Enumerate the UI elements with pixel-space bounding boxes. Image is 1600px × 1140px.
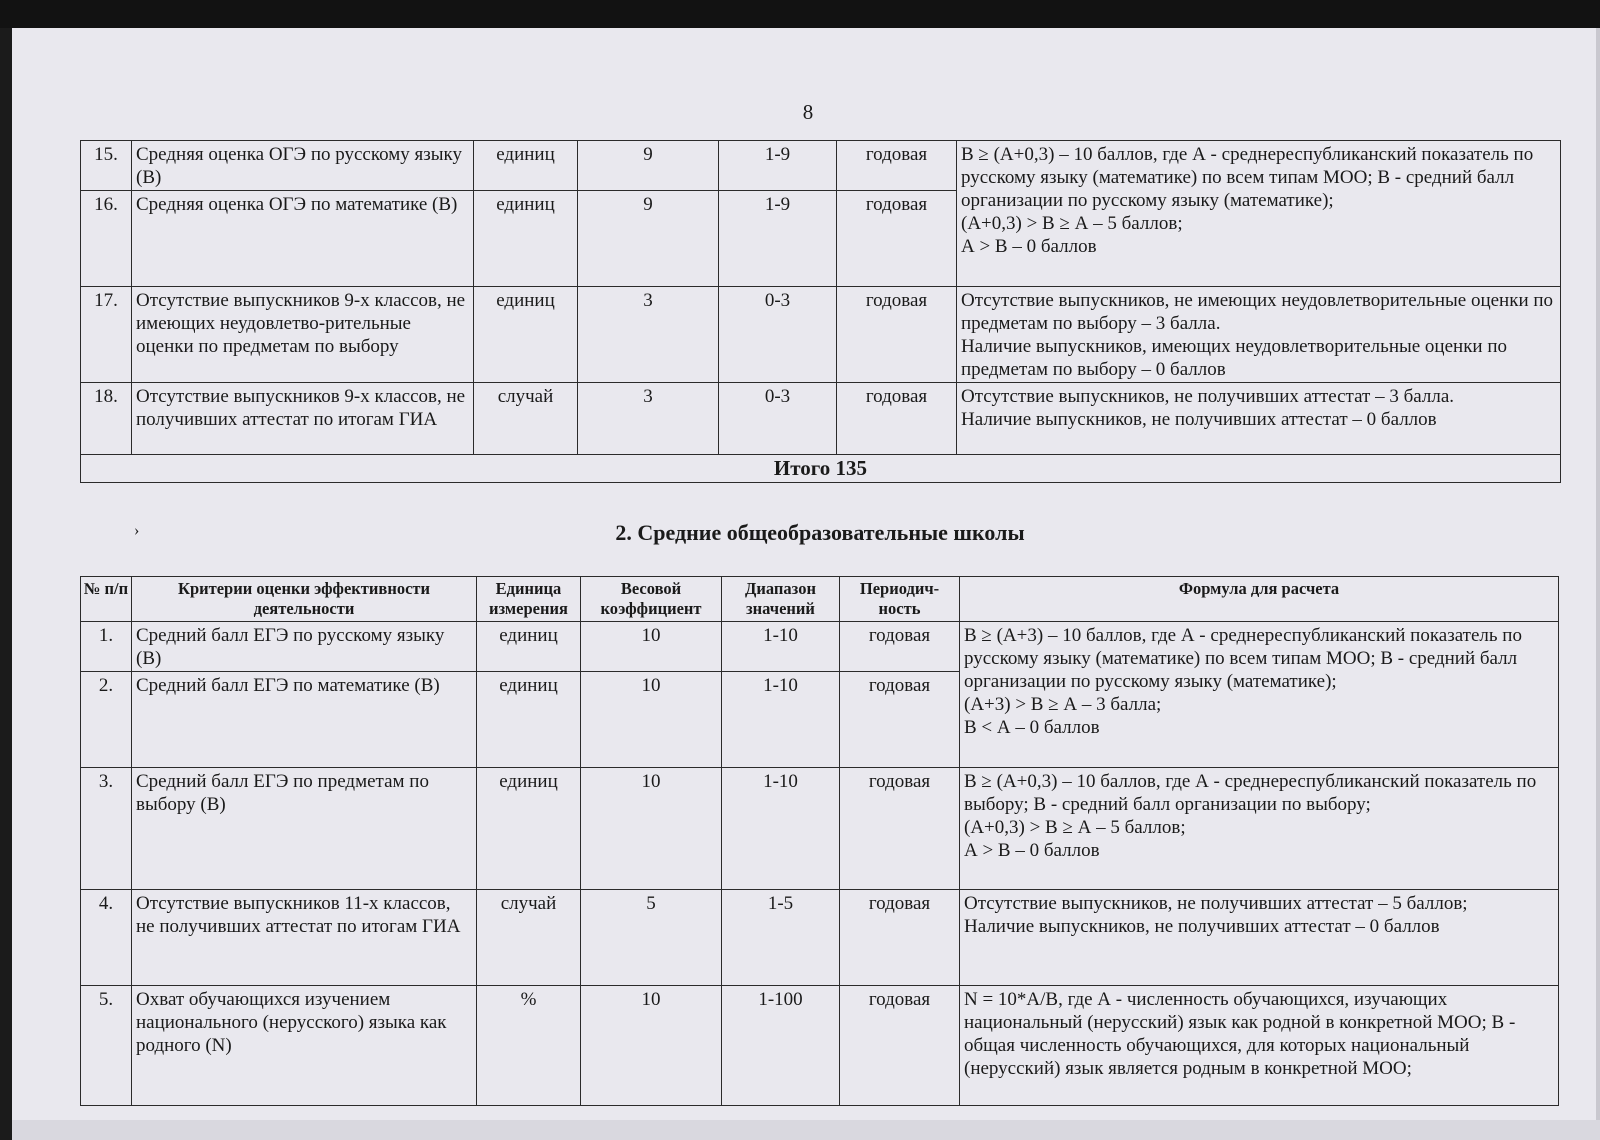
table-row [81, 383, 1561, 455]
weight-cell: 10 [581, 986, 722, 1106]
range-cell: 0-3 [719, 287, 837, 383]
section-title: 2. Средние общеобразовательные школы [615, 520, 1025, 545]
header-row [81, 577, 1559, 622]
formula-line: (А+3) > В ≥ А – 3 балла; [964, 694, 1162, 715]
formula-line: В ≥ (А+0,3) – 10 баллов, где А - среднереспубликанский показатель по русскому языку (математике) по всем типам МОО; В - средний балл организации по русскому языку (математике); [961, 144, 1534, 211]
criterion-cell: Средняя оценка ОГЭ по математике (В) [132, 191, 474, 287]
scan-top-border [0, 0, 1600, 28]
range-cell: 1-5 [722, 890, 840, 986]
criteria-table-secondary-schools [80, 576, 1559, 1106]
unit-cell: единиц [474, 287, 578, 383]
table-row [81, 141, 1561, 191]
row-number: 3. [81, 768, 132, 890]
formula-line: Наличие выпускников, не получивших аттестат – 0 баллов [961, 409, 1437, 430]
header-period: Периодич-ность [840, 577, 960, 622]
formula-cell [960, 890, 1559, 986]
formula-cell [960, 622, 1559, 768]
table-row [81, 890, 1559, 986]
row-number: 5. [81, 986, 132, 1106]
formula-cell [957, 141, 1561, 287]
range-cell: 0-3 [719, 383, 837, 455]
unit-cell: единиц [474, 141, 578, 191]
formula-line: В < А – 0 баллов [964, 717, 1100, 738]
row-number: 4. [81, 890, 132, 986]
formula-line: Отсутствие выпускников, не имеющих неудовлетворительные оценки по предметам по выбору – 3 балла. [961, 290, 1554, 334]
criterion-cell: Средний балл ЕГЭ по предметам по выбору (В) [132, 768, 477, 890]
criteria-table-continued [80, 140, 1561, 483]
period-cell: годовая [840, 622, 960, 672]
formula-cell [960, 986, 1559, 1106]
period-cell: годовая [840, 768, 960, 890]
range-cell: 1-9 [719, 141, 837, 191]
range-cell: 1-100 [722, 986, 840, 1106]
period-cell: годовая [837, 287, 957, 383]
unit-cell: случай [477, 890, 581, 986]
header-num: № п/п [81, 577, 132, 622]
row-number: 17. [81, 287, 132, 383]
formula-line: Наличие выпускников, не получивших аттестат – 0 баллов [964, 916, 1440, 937]
row-number: 2. [81, 672, 132, 768]
unit-cell: единиц [477, 622, 581, 672]
period-cell: годовая [837, 191, 957, 287]
formula-line: В ≥ (А+0,3) – 10 баллов, где А - среднереспубликанский показатель по выбору; В - средний балл организации по выбору; [964, 771, 1537, 815]
stray-mark: › [134, 522, 140, 539]
scan-bottom-edge [12, 1120, 1600, 1140]
header-formula: Формула для расчета [960, 577, 1559, 622]
period-cell: годовая [840, 672, 960, 768]
weight-cell: 9 [578, 191, 719, 287]
formula-line: N = 10*А/В, где А - численность обучающихся, изучающих национальный (нерусский) язык как родной в конкретной МОО; В - общая численность обучающихся, для которых национальный (нерусский) язык является родным в конкретной МОО; [964, 989, 1516, 1079]
formula-cell [957, 383, 1561, 455]
table-row [81, 986, 1559, 1106]
scan-left-border [0, 28, 12, 1140]
range-cell: 1-9 [719, 191, 837, 287]
table-row [81, 768, 1559, 890]
unit-cell: случай [474, 383, 578, 455]
criterion-cell: Средний балл ЕГЭ по математике (В) [132, 672, 477, 768]
weight-cell: 3 [578, 287, 719, 383]
period-cell: годовая [837, 383, 957, 455]
period-cell: годовая [837, 141, 957, 191]
table-row [81, 287, 1561, 383]
formula-line: (А+0,3) > В ≥ А – 5 баллов; [961, 213, 1183, 234]
table-row [81, 622, 1559, 672]
row-number: 16. [81, 191, 132, 287]
range-cell: 1-10 [722, 672, 840, 768]
formula-line: А > В – 0 баллов [961, 236, 1097, 257]
formula-line: А > В – 0 баллов [964, 840, 1100, 861]
header-criterion: Критерии оценки эффективности деятельности [132, 577, 477, 622]
criterion-cell: Отсутствие выпускников 9-х классов, не получивших аттестат по итогам ГИА [132, 383, 474, 455]
weight-cell: 10 [581, 622, 722, 672]
criterion-cell: Средняя оценка ОГЭ по русскому языку (В) [132, 141, 474, 191]
criterion-cell: Отсутствие выпускников 9-х классов, не имеющих неудовлетво-рительные оценки по предметам по выбору [132, 287, 474, 383]
row-number: 15. [81, 141, 132, 191]
formula-line: Отсутствие выпускников, не получивших аттестат – 5 баллов; [964, 893, 1468, 914]
range-cell: 1-10 [722, 768, 840, 890]
unit-cell: единиц [477, 672, 581, 768]
header-unit: Единица измерения [477, 577, 581, 622]
weight-cell: 9 [578, 141, 719, 191]
total-label: Итого 135 [81, 455, 1561, 483]
weight-cell: 3 [578, 383, 719, 455]
formula-line: (А+0,3) > В ≥ А – 5 баллов; [964, 817, 1186, 838]
formula-cell [957, 287, 1561, 383]
weight-cell: 10 [581, 672, 722, 768]
weight-cell: 10 [581, 768, 722, 890]
header-weight: Весовой коэффициент [581, 577, 722, 622]
period-cell: годовая [840, 986, 960, 1106]
scan-right-edge [1596, 28, 1600, 1140]
total-row [81, 455, 1561, 483]
weight-cell: 5 [581, 890, 722, 986]
row-number: 18. [81, 383, 132, 455]
header-range: Диапазон значений [722, 577, 840, 622]
unit-cell: % [477, 986, 581, 1106]
range-cell: 1-10 [722, 622, 840, 672]
formula-line: Наличие выпускников, имеющих неудовлетворительные оценки по предметам по выбору – 0 баллов [961, 336, 1508, 380]
period-cell: годовая [840, 890, 960, 986]
formula-line: В ≥ (А+3) – 10 баллов, где А - среднереспубликанский показатель по русскому языку (математике) по всем типам МОО; В - средний балл организации по русскому языку (математике); [964, 625, 1522, 692]
criterion-cell: Средний балл ЕГЭ по русскому языку (В) [132, 622, 477, 672]
unit-cell: единиц [474, 191, 578, 287]
formula-cell [960, 768, 1559, 890]
unit-cell: единиц [477, 768, 581, 890]
criterion-cell: Охват обучающихся изучением национального (нерусского) языка как родного (N) [132, 986, 477, 1106]
formula-line: Отсутствие выпускников, не получивших аттестат – 3 балла. [961, 386, 1454, 407]
page-number: 8 [802, 100, 814, 124]
criterion-cell: Отсутствие выпускников 11-х классов, не получивших аттестат по итогам ГИА [132, 890, 477, 986]
row-number: 1. [81, 622, 132, 672]
